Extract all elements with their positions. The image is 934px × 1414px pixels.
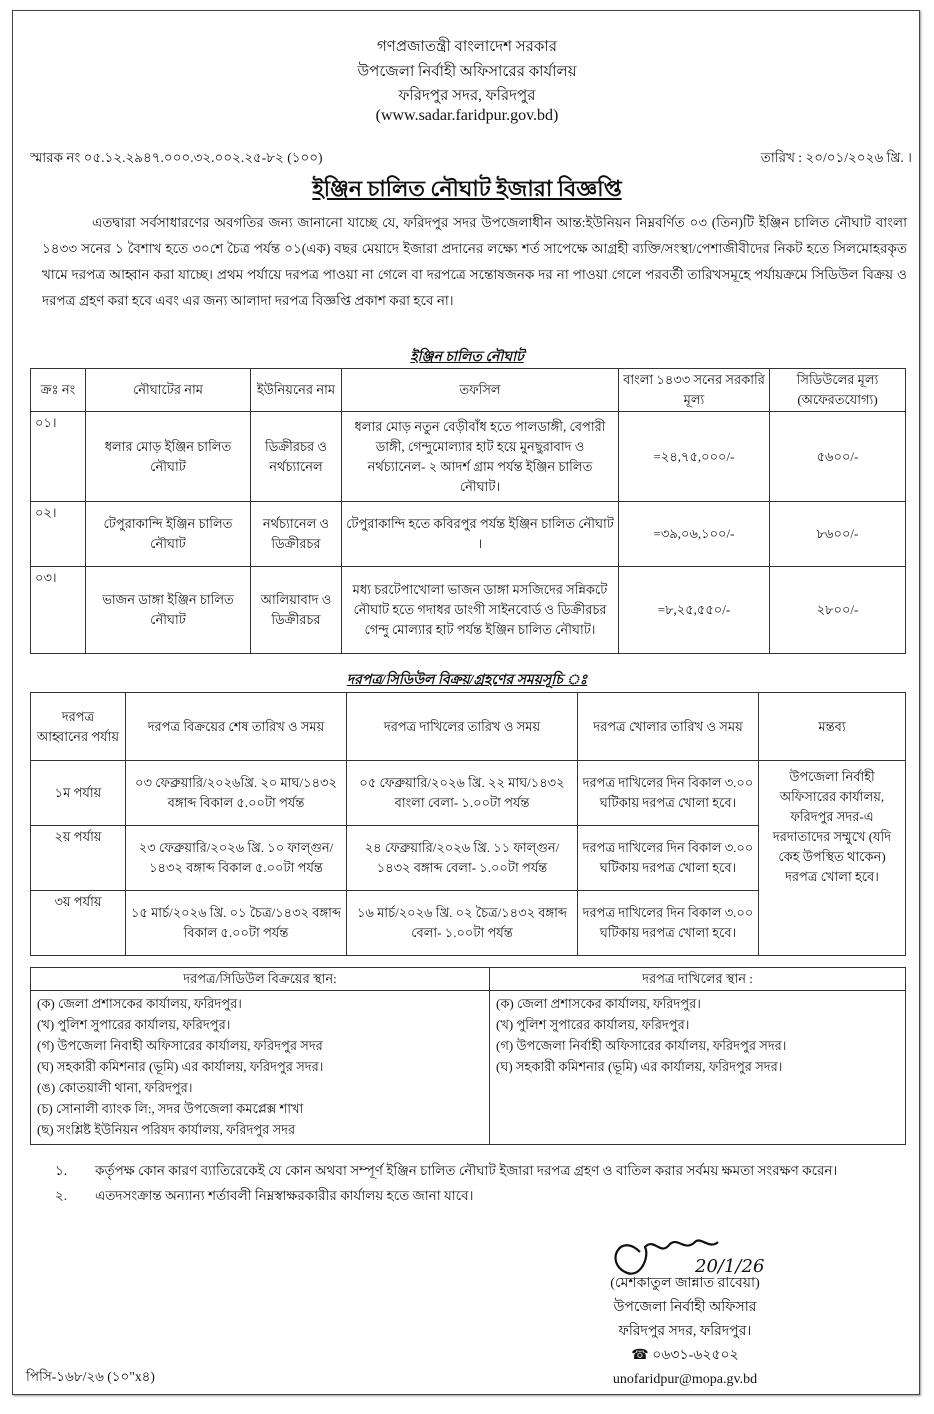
list-item: (চ) সোনালী ব্যাংক লি:, সদর উপজেলা কমপ্লেক্স শাখা (37, 1101, 304, 1116)
ghat-name-cell: টেপুরাকান্দি ইঞ্জিন চালিত নৌঘাট (86, 502, 251, 567)
price-cell: =২৪,৭৫,০০০/- (619, 412, 770, 502)
submit-date-cell: ১৬ মার্চ/২০২৬ খ্রি. ০২ চৈত্র/১৪৩২ বঙ্গাব্দ বেলা- ১.০০টা পর্যন্ত (347, 891, 578, 956)
price-cell: =৮,২৫,৫৫০/- (619, 567, 770, 654)
note-number: ১. (55, 1163, 68, 1178)
list-item: (ঘ) সহকারী কমিশনার (ভূমি) এর কার্যালয়, ফরিদপুর সদর। (37, 1059, 324, 1074)
list-item: (খ) পুলিশ সুপারের কার্যালয়, ফরিদপুর। (37, 1017, 231, 1032)
col-header: তফসিল (342, 369, 619, 412)
col-header: বাংলা ১৪৩৩ সনের সরকারি মূল্য (619, 369, 770, 412)
note-number: ২. (55, 1188, 68, 1203)
col-header: দরপত্র খোলার তারিখ ও সময় (578, 693, 759, 761)
list-item: (ঙ) কোতয়ালী থানা, ফরিদপুর। (37, 1080, 193, 1095)
col-header: দরপত্র দাখিলের তারিখ ও সময় (347, 693, 578, 761)
serial-cell: ০২। (31, 502, 86, 567)
date: তারিখ : ২০/০১/২০২৬ খ্রি. । (760, 150, 912, 165)
table-header-row (31, 968, 906, 991)
sale-deadline-cell: ২৩ ফেব্রুয়ারি/২০২৬ খ্রি. ১০ ফাল্গুন/১৪৩২ বঙ্গাব্দ বিকাল ৫.০০টা পর্যন্ত (126, 826, 347, 891)
details-cell: মধ্য চরটেপাখোলা ভাজন ডাঙ্গা মসজিদের সন্নিকটে নৌঘাট হতে গদাধর ডাংগী সাইনবোর্ড ও ডিক্রীরচর গেন্দু মোল্যার হাট পর্যন্ত ইঞ্জিন চালিত নৌঘাট। (342, 567, 619, 654)
note-item (55, 1158, 905, 1183)
list-item: (ক) জেলা প্রশাসকের কার্যালয়, ফরিদপুর। (496, 996, 701, 1011)
svg-text:20/1/26: 20/1/26 (695, 1256, 765, 1277)
phase-cell: ২য় পর্যায় (31, 826, 126, 891)
col-header: ক্রঃ নং (31, 369, 86, 412)
list-item: (খ) পুলিশ সুপারের কার্যালয়, ফরিদপুর। (496, 1017, 690, 1032)
ghat-name-cell: ভাজন ডাঙ্গা ইঞ্জিন চালিত নৌঘাট (86, 567, 251, 654)
opening-date-cell: দরপত্র দাখিলের দিন বিকাল ৩.০০ ঘটিকায় দরপত্র খোলা হবে। (578, 891, 759, 956)
list-item: (ক) জেলা প্রশাসকের কার্যালয়, ফরিদপুর। (37, 996, 242, 1011)
price-cell: =৩৯,০৬,১০০/- (619, 502, 770, 567)
schedule-table-caption: দরপত্র/সিডিউল বিক্রয়/গ্রহণের সময়সূচি ঃ (346, 673, 588, 688)
schedule-price-cell: ২৮০০/- (770, 567, 906, 654)
submit-date-cell: ২৪ ফেব্রুয়ারি/২০২৬ খ্রি. ১১ ফাল্গুন/১৪৩২ বঙ্গাব্দ বেলা- ১.০০টা পর্যন্ত (347, 826, 578, 891)
intro-paragraph: এতদ্বারা সর্বসাধারণের অবগতির জন্য জানানো যাচ্ছে যে, ফরিদপুর সদর উপজেলাধীন আন্ত:ইউনিয়ন নিম্নবর্ণিত ০৩ (তিন)টি ইঞ্জিন চালিত নৌঘাট বাংলা ১৪৩৩ সনের ১ বৈশাখ হতে ৩০শে চৈত্র পর্যন্ত ০১(এক) বছর মেয়াদে ইজারা প্রদানের লক্ষ্যে শর্ত সাপেক্ষে আগ্রহী ব্যক্তি/সংস্থা/পেশাজীবীদের নিকট হতে সিলমোহরকৃত খামে দরপত্র আহ্বান করা যাচ্ছে। প্রথম পর্যায়ে দরপত্র পাওয়া না গেলে বা দরপত্রে সন্তোষজনক দর না পাওয়া গেলে পরবর্তী তারিখসমূহে পর্যায়ক্রমে সিডিউল বিক্রয় ও দরপত্র গ্রহণ করা হবে এবং এর জন্য আলাদা দরপত্র বিজ্ঞপ্তি প্রকাশ করা হবে না। (42, 215, 907, 308)
sale-deadline-cell: ১৫ মার্চ/২০২৬ খ্রি. ০১ চৈত্র/১৪৩২ বঙ্গাব্দ বিকাল ৫.০০টা পর্যন্ত (126, 891, 347, 956)
schedule-price-cell: ৮৬০০/- (770, 502, 906, 567)
ghat-table (30, 368, 906, 654)
places-table (30, 967, 906, 1145)
col-header: দরপত্র আহ্বানের পর্যায় (31, 693, 126, 761)
opening-date-cell: দরপত্র দাখিলের দিন বিকাল ৩.০০ ঘটিকায় দরপত্র খোলা হবে। (578, 761, 759, 826)
phone-line (560, 1344, 810, 1368)
signatory-designation: উপজেলা নির্বাহী অফিসার (613, 1300, 757, 1315)
table-row (31, 991, 906, 1145)
table-header-row (31, 369, 906, 412)
schedule-price-cell: ৫৬০০/- (770, 412, 906, 502)
details-cell: টেপুরাকান্দি হতে কবিরপুর পর্যন্ত ইঞ্জিন চালিত নৌঘাট । (342, 502, 619, 567)
office-location: ফরিদপুর সদর, ফরিদপুর (398, 88, 536, 104)
notes-list (55, 1158, 905, 1208)
sale-places-cell (31, 991, 490, 1145)
memo-number: স্মারক নং ০৫.১২.২৯৪৭.০০০.৩২.০০২.২৫-৮২ (১০০) (30, 150, 323, 165)
submit-date-cell: ০৫ ফেব্রুয়ারি/২০২৬ খ্রি. ২২ মাঘ/১৪৩২ বাংলা বেলা- ১.০০টা পর্যন্ত (347, 761, 578, 826)
list-item: (ছ) সংশ্লিষ্ট ইউনিয়ন পরিষদ কার্যালয়, ফরিদপুর সদর (37, 1122, 296, 1137)
remarks-cell: উপজেলা নির্বাহী অফিসারের কার্যালয়, ফরিদপুর সদর-এ দরদাতাদের সম্মুখে (যদি কেহ উপস্থিত থাকেন) দরপত্র খোলা হবে। (759, 761, 906, 956)
schedule-table (30, 692, 906, 956)
signatory-office: ফরিদপুর সদর, ফরিদপুর। (618, 1324, 752, 1339)
note-text: এতদসংক্রান্ত অন্যান্য শর্তাবলী নিম্নস্বাক্ষরকারীর কার্যালয় হতে জানা যাবে। (95, 1188, 474, 1203)
serial-cell: ০১। (31, 412, 86, 502)
submit-places-header: দরপত্র দাখিলের স্থান : (490, 968, 906, 991)
table-row (31, 761, 906, 826)
table-header-row (31, 693, 906, 761)
sale-places-header: দরপত্র/সিডিউল বিক্রয়ের স্থান: (31, 968, 490, 991)
signatory-name: (মেশকাতুল জান্নাত রাবেয়া) (610, 1276, 760, 1291)
telephone-icon: ☎ (631, 1348, 649, 1363)
gov-name: গণপ্রজাতন্ত্রী বাংলাদেশ সরকার (376, 39, 558, 55)
ghat-name-cell: ধলার মোড় ইঞ্জিন চালিত নৌঘাট (86, 412, 251, 502)
union-cell: ডিক্রীরচর ও নর্থচ্যানেল (251, 412, 342, 502)
union-cell: আলিয়াবাদ ও ডিক্রীরচর (251, 567, 342, 654)
phase-cell: ৩য় পর্যায় (31, 891, 126, 956)
serial-cell: ০৩। (31, 567, 86, 654)
list-item: (গ) উপজেলা নির্বাহী অফিসারের কার্যালয়, ফরিদপুর সদর। (496, 1038, 787, 1053)
office-name: উপজেলা নির্বাহী অফিসারের কার্যালয় (357, 64, 577, 80)
col-header: নৌঘাটের নাম (86, 369, 251, 412)
phase-cell: ১ম পর্যায় (31, 761, 126, 826)
email: unofaridpur@mopa.gv.bd (612, 1372, 758, 1387)
col-header: দরপত্র বিক্রয়ের শেষ তারিখ ও সময় (126, 693, 347, 761)
table-row (31, 412, 906, 502)
submit-places-cell (490, 991, 906, 1145)
union-cell: নর্থচ্যানেল ও ডিক্রীরচর (251, 502, 342, 567)
ghat-table-caption: ইঞ্জিন চালিত নৌঘাট (410, 350, 524, 365)
col-header: সিডিউলের মূল্য (অফেরতযোগ্য) (770, 369, 906, 412)
col-header: ইউনিয়নের নাম (251, 369, 342, 412)
col-header: মন্তব্য (759, 693, 906, 761)
table-row (31, 502, 906, 567)
print-code: পিসি-১৬৮/২৬ (১০"x৪) (26, 1369, 155, 1384)
list-item: (ঘ) সহকারী কমিশনার (ভূমি) এর কার্যালয়, ফরিদপুর সদর। (496, 1059, 783, 1074)
phone-number: ০৬৩১-৬২৫০২ (652, 1348, 739, 1363)
sale-deadline-cell: ০৩ ফেব্রুয়ারি/২০২৬খ্রি. ২০ মাঘ/১৪৩২ বঙ্গাব্দ বিকাল ৫.০০টা পর্যন্ত (126, 761, 347, 826)
details-cell: ধলার মোড় নতুন বেড়ীবাঁধ হতে পালডাঙ্গী, বেপারী ডাঙ্গী, গেন্দুমোল্যার হাট হয়ে মুনছুরাবাদ ও নর্থচ্যানেল- ২ আদর্শ গ্রাম পর্যন্ত ইঞ্জিন চালিত নৌঘাট। (342, 412, 619, 502)
notice-title: ইঞ্জিন চালিত নৌঘাট ইজারা বিজ্ঞপ্তি (312, 176, 622, 201)
opening-date-cell: দরপত্র দাখিলের দিন বিকাল ৩.০০ ঘটিকায় দরপত্র খোলা হবে। (578, 826, 759, 891)
note-item (55, 1183, 905, 1208)
note-text: কর্তৃপক্ষ কোন কারণ ব্যাতিরেকেই যে কোন অথবা সম্পূর্ণ ইঞ্জিন চালিত নৌঘাট ইজারা দরপত্র গ্রহণ ও বাতিল করার সর্বময় ক্ষমতা সংরক্ষণ করেন। (95, 1163, 838, 1178)
list-item: (গ) উপজেলা নিবাহী অফিসারের কার্যালয়, ফরিদপুর সদর (37, 1038, 323, 1053)
table-row (31, 567, 906, 654)
website: (www.sadar.faridpur.gov.bd) (375, 107, 559, 124)
